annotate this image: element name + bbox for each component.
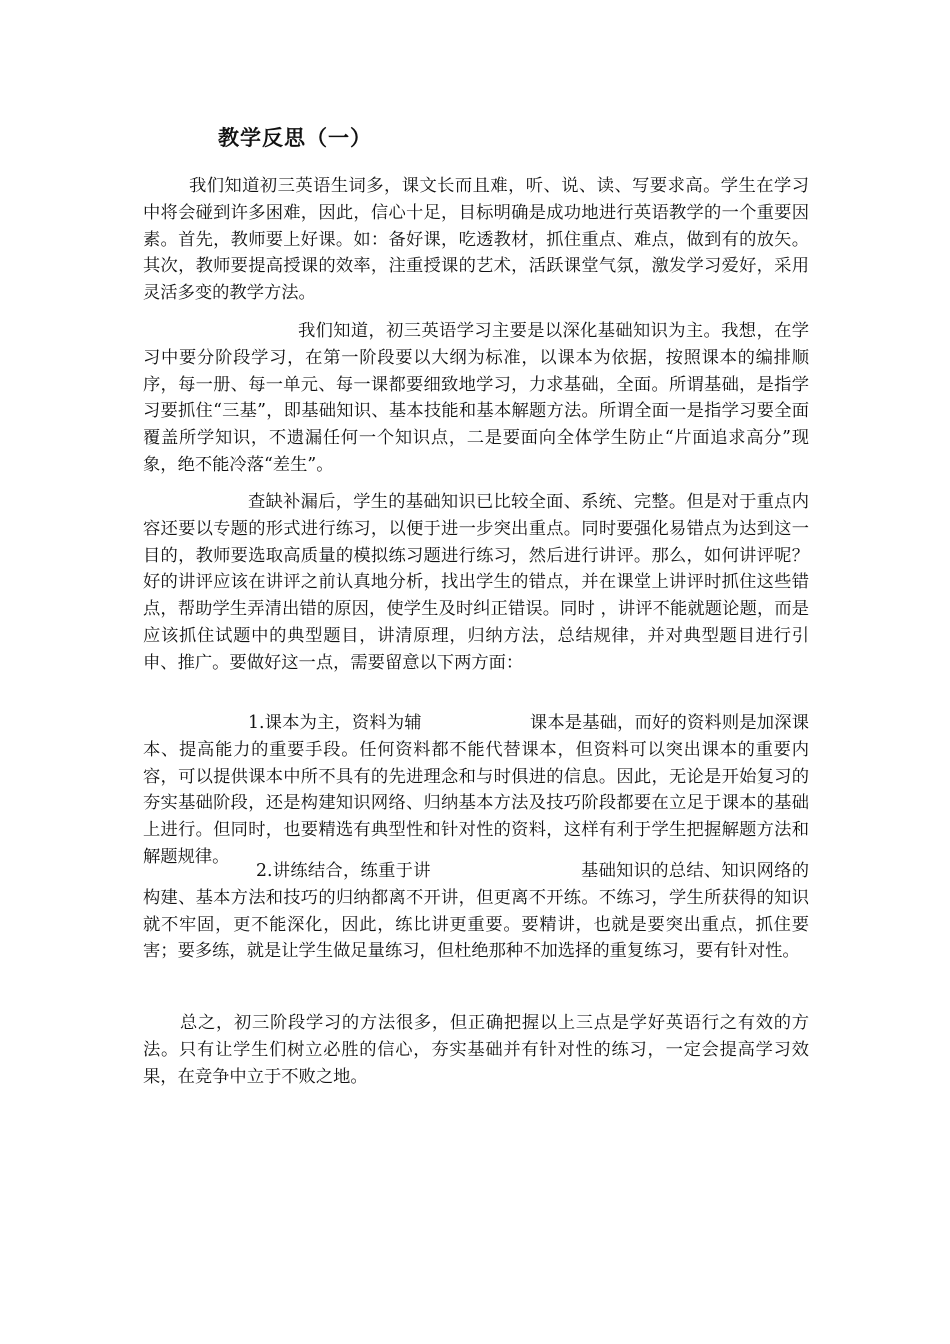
document-title: 教学反思（一） <box>218 126 372 150</box>
paragraph-point-2 <box>143 858 809 965</box>
paragraph-intro: 我们知道初三英语生词多，课文长而且难，听、说、读、写要求高。学生在学习中将会碰到许多困难，因此，信心十足，目标明确是成功地进行英语教学的一个重要因素。首先，教师要上好课。如：备好课，吃透教材，抓住重点、难点，做到有的放矢。其次，教师要提高授课的效率，注重授课的艺术，活跃课堂气氛，激发学习爱好，采用灵活多变的教学方法。 <box>143 176 809 304</box>
point-1-heading: 1.课本为主，资料为辅 <box>248 713 422 733</box>
point-2-heading: 2.讲练结合，练重于讲 <box>256 861 431 881</box>
point-2-body: 基础知识的总结、知识网络的构建、基本方法和技巧的归纳都离不开讲，但更离不开练。不练习，学生所获得的知识就不牢固，更不能深化，因此，练比讲更重要。要精讲，也就是要突出重点，抓住要害；要多练，就是让学生做足量练习，但杜绝那种不加选择的重复练习，要有针对性。 <box>143 861 809 962</box>
point-1-body: 课本是基础，而好的资料则是加深课本、提高能力的重要手段。任何资料都不能代替课本，但资料可以突出课本的重要内容，可以提供课本中所不具有的先进理念和与时俱进的信息。因此，无论是开始复习的夯实基础阶段，还是构建知识网络、归纳基本方法及技巧阶段都要在立足于课本的基础上进行。但同时，也要精选有典型性和针对性的资料，这样有利于学生把握解题方法和解题规律。 <box>143 713 809 867</box>
paragraph-basics: 我们知道，初三英语学习主要是以深化基础知识为主。我想，在学习中要分阶段学习，在第一阶段要以大纲为标准，以课本为依据，按照课本的编排顺序，每一册、每一单元、每一课都要细致地学习，力求基础，全面。所谓基础，是指学习要抓住“三基”，即基础知识、基本技能和基本解题方法。所谓全面一是指学习要全面覆盖所学知识，不遗漏任何一个知识点，二是要面向全体学生防止“片面追求高分”现象，绝不能冷落“差生”。 <box>143 321 809 475</box>
paragraph-point-1 <box>143 710 809 871</box>
paragraph-conclusion: 总之，初三阶段学习的方法很多，但正确把握以上三点是学好英语行之有效的方法。只有让学生们树立必胜的信心，夯实基础并有针对性的练习，一定会提高学习效果，在竞争中立于不败之地。 <box>143 1013 809 1087</box>
paragraph-review: 查缺补漏后，学生的基础知识已比较全面、系统、完整。但是对于重点内容还要以专题的形式进行练习，以便于进一步突出重点。同时要强化易错点为达到这一目的，教师要选取高质量的模拟练习题进行练习，然后进行讲评。那么，如何讲评呢？好的讲评应该在讲评之前认真地分析，找出学生的错点，并在课堂上讲评时抓住这些错点，帮助学生弄清出错的原因，使学生及时纠正错误。同时 ，讲评不能就题论题，而是应该抓住试题中的典型题目，讲清原理，归纳方法，总结规律，并对典型题目进行引申、推广。要做好这一点，需要留意以下两方面： <box>143 492 809 673</box>
